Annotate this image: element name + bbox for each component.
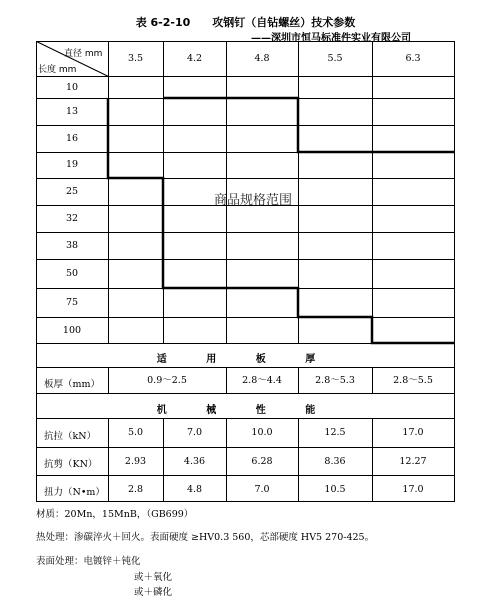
shear-value: 12.27 bbox=[399, 456, 427, 467]
tensile-value: 7.0 bbox=[186, 427, 203, 438]
diameter-3-5: 3.5 bbox=[127, 53, 144, 64]
torque-value: 4.8 bbox=[186, 484, 203, 495]
length-50: 50 bbox=[65, 268, 79, 279]
surface-treatment-note: 表面处理：电镀锌＋钝化 bbox=[36, 556, 141, 567]
shear-value: 6.28 bbox=[251, 456, 273, 467]
shear-value: 8.36 bbox=[324, 456, 346, 467]
tensile-value: 5.0 bbox=[127, 427, 144, 438]
plate-value-4-8: 2.8～4.4 bbox=[242, 375, 282, 386]
torque-value: 2.8 bbox=[127, 484, 144, 495]
torque-value: 7.0 bbox=[254, 484, 270, 495]
diameter-6-3: 6.3 bbox=[405, 53, 421, 64]
plate-value-3-5-4-2: 0.9～2.5 bbox=[147, 375, 187, 386]
length-16: 16 bbox=[65, 133, 79, 144]
diameter-5-5: 5.5 bbox=[327, 53, 343, 64]
diameter-4-8: 4.8 bbox=[254, 53, 270, 64]
heat-treatment-note: 热处理：渗碳淬火＋回火。表面硬度 ≥HV0.3 560，芯部硬度 HV5 270-425。 bbox=[36, 532, 375, 543]
tensile-label: 抗拉（kN） bbox=[44, 431, 97, 442]
torque-value: 10.5 bbox=[324, 484, 346, 495]
tensile-value: 17.0 bbox=[402, 427, 424, 438]
length-100: 100 bbox=[62, 325, 82, 336]
length-75: 75 bbox=[65, 297, 79, 308]
shear-label: 抗剪（KN） bbox=[44, 459, 98, 470]
shear-value: 2.93 bbox=[124, 456, 147, 467]
surface-treatment-alt-phosphating: 或＋磷化 bbox=[134, 587, 173, 598]
shear-value: 4.36 bbox=[183, 456, 206, 467]
plate-thickness-label: 板厚（mm） bbox=[44, 379, 101, 390]
length-header-label: 长度 mm bbox=[38, 65, 77, 75]
material-note: 材质：20Mn，15MnB，（GB699） bbox=[36, 509, 194, 520]
plate-value-6-3: 2.8～5.5 bbox=[393, 375, 433, 386]
length-32: 32 bbox=[65, 213, 79, 224]
section-plate-thickness: 适 用 板 厚 bbox=[156, 354, 334, 365]
length-25: 25 bbox=[65, 186, 79, 197]
surface-treatment-alt-oxidation: 或＋氧化 bbox=[134, 572, 173, 583]
table-title: 表 6-2-10 攻钢钉（自钻螺丝）技术参数 bbox=[135, 16, 356, 29]
diameter-header-label: 直径 mm bbox=[64, 49, 103, 59]
length-10: 10 bbox=[65, 82, 79, 93]
diameter-4-2: 4.2 bbox=[186, 53, 203, 64]
length-19: 19 bbox=[65, 159, 79, 170]
length-13: 13 bbox=[65, 106, 79, 117]
spec-range-label: 商品规格范围 bbox=[214, 193, 293, 208]
length-38: 38 bbox=[65, 240, 79, 251]
plate-value-5-5: 2.8～5.3 bbox=[315, 375, 355, 386]
torque-label: 扭力（N•m） bbox=[44, 487, 105, 498]
tensile-value: 12.5 bbox=[324, 427, 346, 438]
spec-range-boundary-lower bbox=[108, 98, 454, 343]
company-subtitle: ——深圳市恒马标准件实业有限公司 bbox=[251, 33, 411, 44]
torque-value: 17.0 bbox=[402, 484, 424, 495]
tensile-value: 10.0 bbox=[251, 427, 273, 438]
section-mechanical: 机 械 性 能 bbox=[156, 405, 334, 416]
